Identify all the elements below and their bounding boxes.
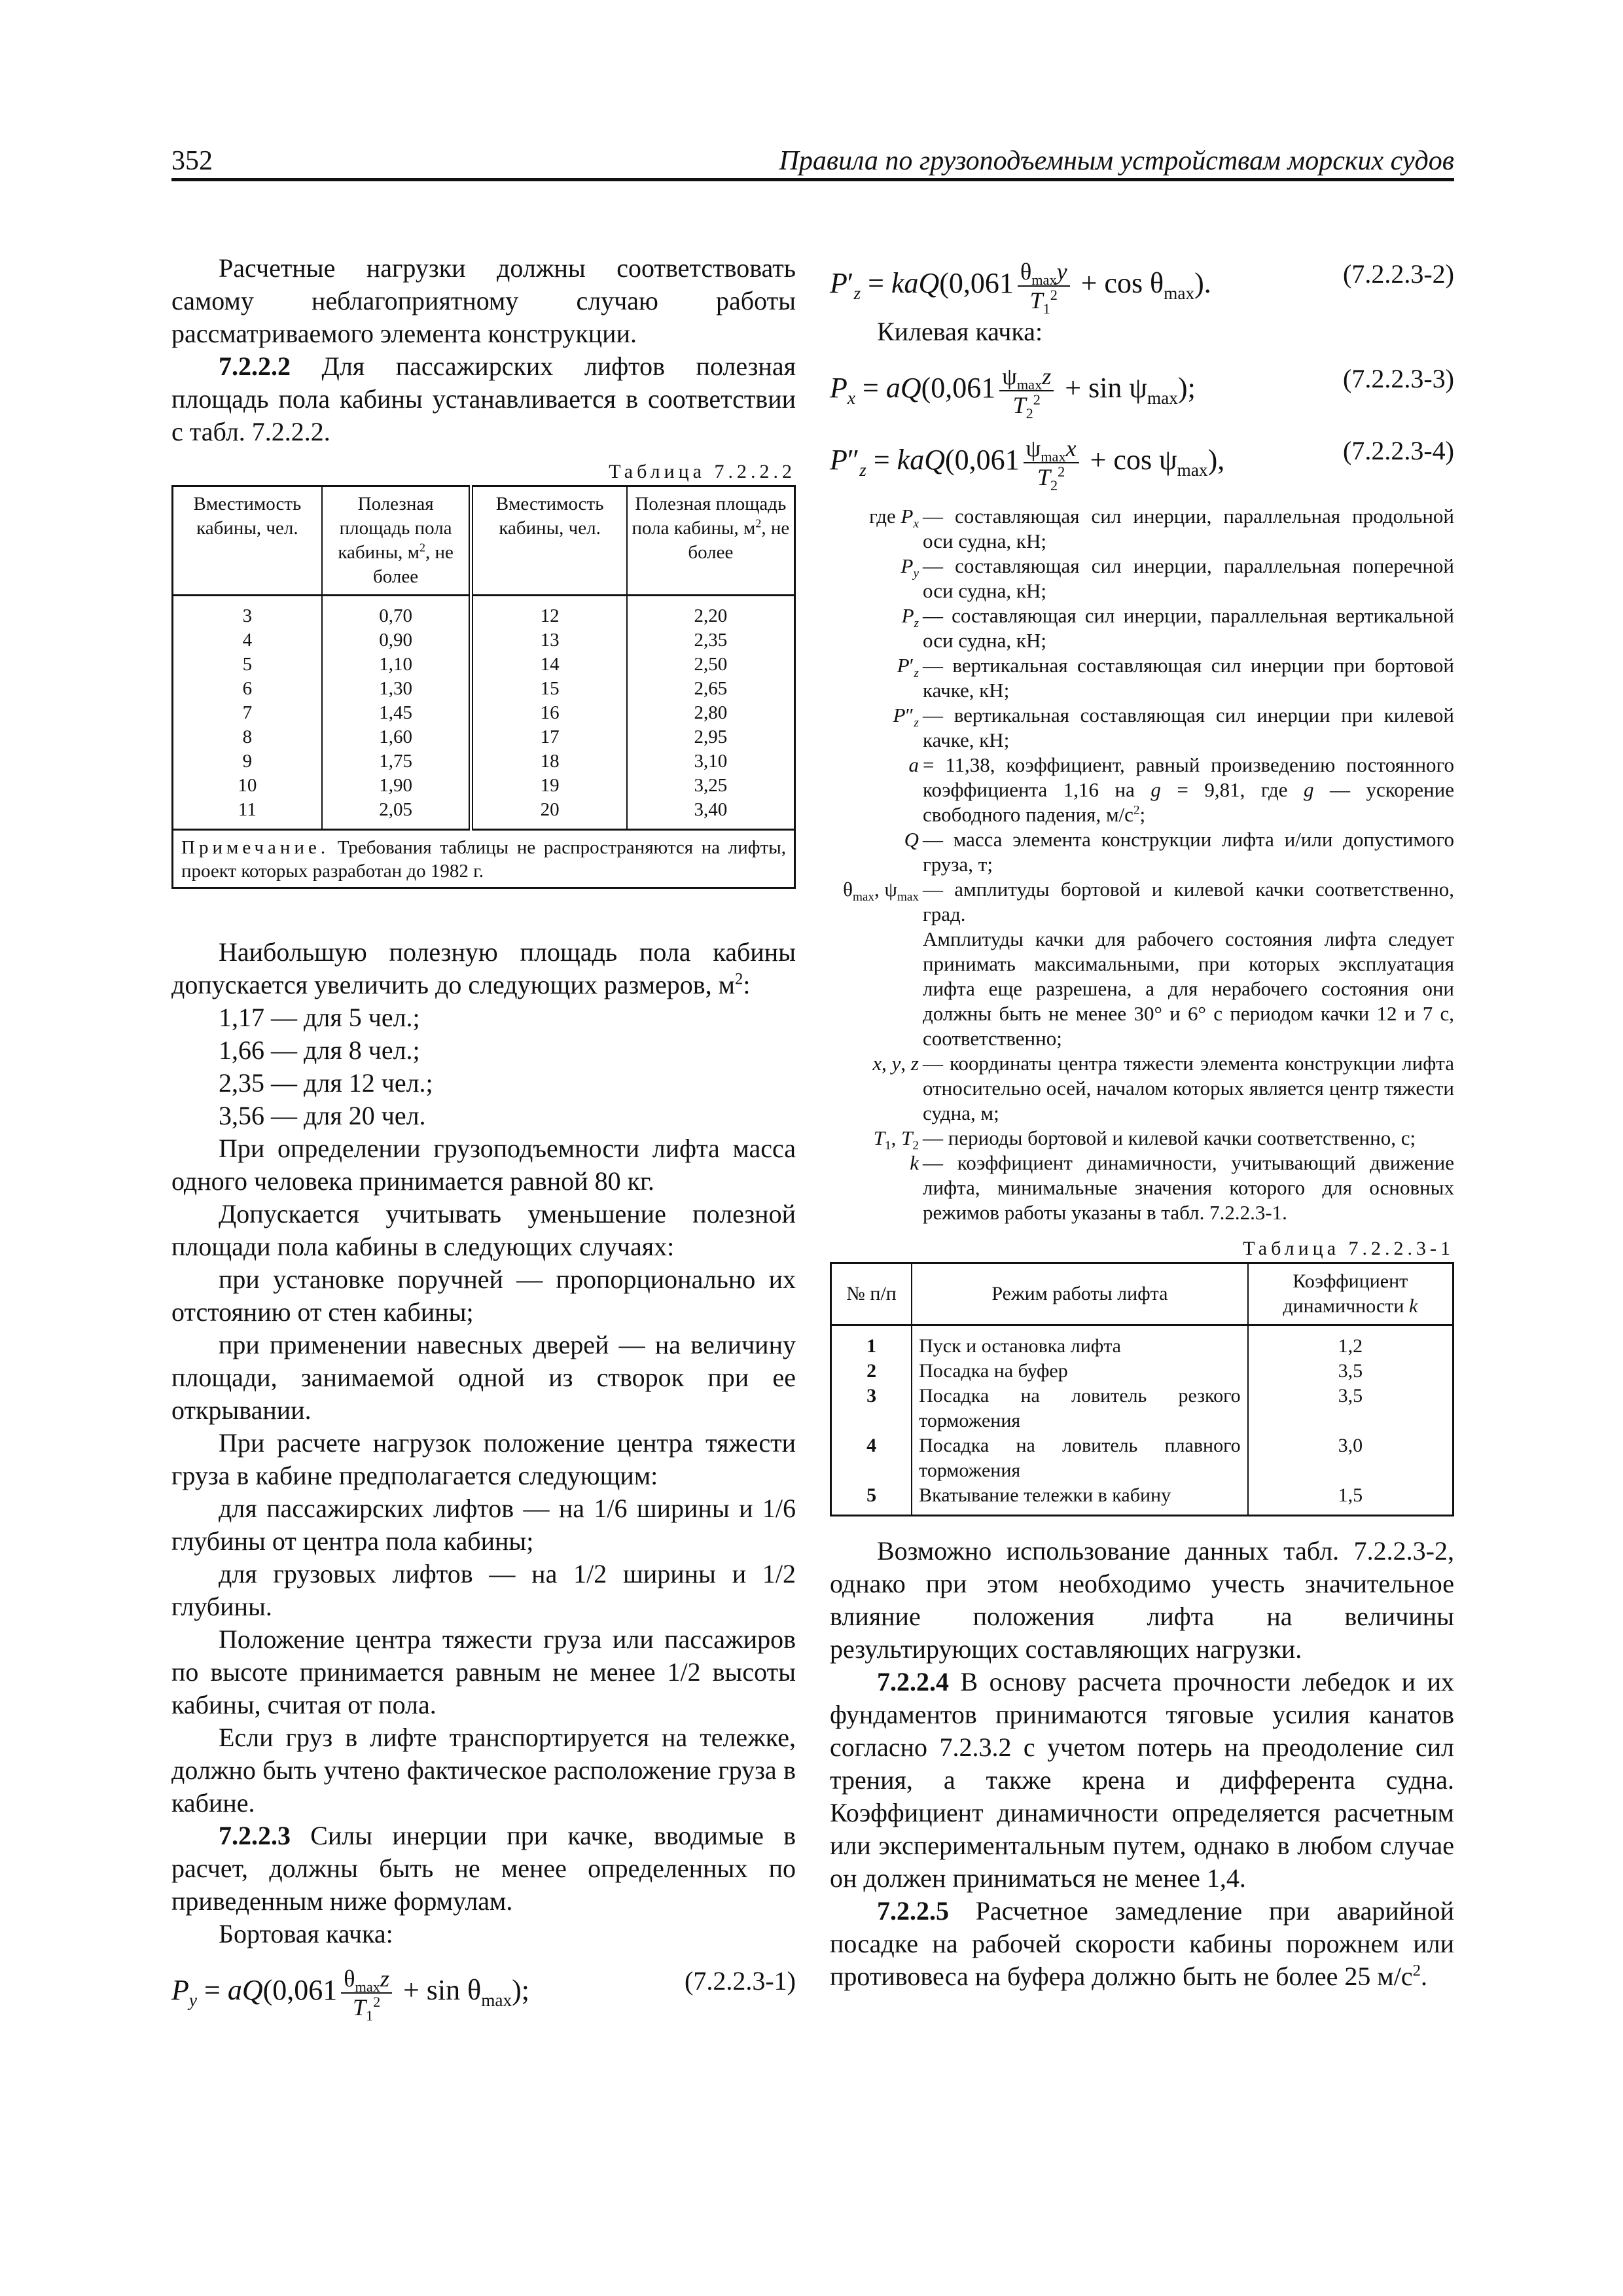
table-cell: 10 [238,775,257,796]
table-cell: 9 [242,751,253,772]
table-row [831,1384,1454,1433]
table-cell: 1,75 [322,749,471,774]
table-row [831,1325,1454,1359]
table-row [173,798,795,830]
section-7-2-2-3 [171,1820,796,1918]
formula-body: $P'_z = kaQ(0,061$ $\frac{\theta_{max}y}{T_1^2}$ + $\cos \theta_{max}$). [830,259,1211,317]
definition-px: где $P_x$ — составляющая сил инерции, параллельная продольной оси судна, кН; [869,505,1454,552]
formula-body: $P_x = aQ(0,061$ $\frac{\psi_{max}z}{T_2^2}$ + $\sin \psi_{max}$); [830,363,1196,422]
section-number: 7.2.2.5 [877,1896,949,1926]
table-cell: 17 [471,725,627,749]
table-cell: 4 [242,630,253,651]
page-number: 352 [171,146,213,176]
table-cell: 2,05 [322,798,471,830]
table-cell: 3,25 [627,774,795,798]
table-cell: 3 [866,1385,877,1407]
table-cell: 14 [471,653,627,677]
header-rule [171,178,1454,181]
table-cell: 20 [471,798,627,830]
table-cell: 1,60 [322,725,471,749]
table-row [173,677,795,701]
definition-theta-psi: $\theta_{max}$, $\psi_{max}$ — амплитуды бортовой и килевой качки соответственно, град. [843,878,1454,925]
table-body [831,1325,1454,1516]
table-cell: 3,40 [627,798,795,830]
table-cell: 1,2 [1248,1325,1454,1359]
table-cell: 2 [866,1360,877,1382]
definition-pz-double-prime: $P''_z$ — вертикальная составляющая сил инерции при килевой качке, кН; [893,704,1454,751]
header-mode: Режим работы лифта [912,1263,1248,1325]
formula-body: $P''_z = kaQ(0,061$ $\frac{\psi_{max}x}{T_2^2}$ + $\cos \psi_{max}$), [830,435,1225,494]
section-7-2-2-4 [830,1666,1454,1895]
table-row [831,1359,1454,1384]
paragraph: Наибольшую полезную площадь пола кабины допускается увеличить до следующих размеров, $м^2$: [171,937,796,999]
table-cell: 12 [471,596,627,629]
header-capacity: Вместимость кабины, чел. [173,486,322,596]
roll-label: Бортовая качка: [219,1919,393,1948]
table-row [173,628,795,653]
formula-number: (7.2.2.3-1) [685,1966,796,1996]
formula-number: (7.2.2.3-4) [1343,436,1454,465]
definition-a: a = 11,38, коэффициент, равный произведению постоянного коэффициента 1,16 на g = 9,81, где g — ускорение свободного падения, $м/с^2$; [908,753,1454,826]
section-7-2-2-5: 7.2.2.5 Расчетное замедление при аварийной посадке на рабочей скорости кабины порожнем или противовеса на буфера должно быть не более 25 $м/с^2$. [830,1896,1454,1991]
table-cell: 5 [242,654,253,675]
paragraph: Допускается учитывать уменьшение полезной площади пола кабины в следующих случаях: [171,1199,796,1261]
table-cell: 13 [471,628,627,653]
formula-number: (7.2.2.3-3) [1343,364,1454,393]
formula-7-2-2-3-1 [171,1950,796,2022]
table-row [173,774,795,798]
definition-k: k — коэффициент динамичности, учитывающий движение лифта, минимальные значения которого для основных режимов работы указаны в табл. 7.2.2.3-1. [910,1151,1454,1224]
table-row [173,725,795,749]
table-cell: 3,10 [627,749,795,774]
table-cell: 3,5 [1248,1384,1454,1433]
section-number: 7.2.2.4 [877,1667,949,1696]
header-capacity-2: Вместимость кабины, чел. [471,486,627,596]
table-cell: 1,10 [322,653,471,677]
section-text: В основу расчета прочности лебедок и их фундаментов принимаются тяговые усилия канатов согласно 7.2.3.2 с учетом потерь на преодоление сил трения, а также крена и дифферента судна. Коэффициент динамичности определяется расчетным или экспериментальным путем, однако в любом случае он должен приниматься не менее 1,4. [830,1667,1454,1893]
table-cell: 2,35 [627,628,795,653]
definition-pz: $P_z$ — составляющая сил инерции, параллельная вертикальной оси судна, кН; [901,604,1454,652]
formula-number: (7.2.2.3-2) [1343,259,1454,289]
table-cell: 16 [471,701,627,725]
table-cell: 3 [242,605,253,626]
list-item: 2,35 — для 12 чел.; [219,1068,433,1098]
formula-7-2-2-3-2 [830,243,1454,315]
list-item: 1,17 — для 5 чел.; [219,1003,420,1032]
table-cell: Посадка на ловитель плавного торможения [912,1433,1248,1483]
list-item: 3,56 — для 20 чел. [219,1101,426,1130]
table-cell: Посадка на буфер [912,1359,1248,1384]
page-header [171,145,1454,182]
section-text: Для пассажирских лифтов полезная площадь пола кабины устанавливается в соответствии с табл. 7.2.2.2. [171,351,796,446]
paragraph: Положение центра тяжести груза или пассажиров по высоте принимается равным не менее 1/2 высоты кабины, считая от пола. [171,1624,796,1719]
table-cell: Посадка на ловитель резкого торможения [912,1384,1248,1433]
table-row [173,596,795,629]
table-cell: Пуск и остановка лифта [912,1325,1248,1359]
table-cell: 1,5 [1248,1483,1454,1516]
dynamic-coefficient-table [830,1262,1454,1516]
table-cell: 1,45 [322,701,471,725]
definition-py: $P_y$ — составляющая сил инерции, параллельная поперечной оси судна, кН; [901,554,1454,602]
table-cell: 1 [866,1335,877,1357]
definition-q: Q — масса элемента конструкции лифта и/или допустимого груза, т; [904,828,1454,876]
paragraph: при установке поручней — пропорционально их отстоянию от стен кабины; [171,1265,796,1327]
table-cell: 7 [242,702,253,723]
paragraph: при применении навесных дверей — на величину площади, занимаемой одной из створок при ее открывании. [171,1330,796,1425]
table-row [831,1483,1454,1516]
formula-7-2-2-3-3 [830,348,1454,420]
pitch-label: Килевая качка: [877,317,1043,346]
section-number: 7.2.2.2 [219,351,291,381]
table-body [173,596,795,830]
cabin-area-table [171,485,796,889]
right-column [830,243,1454,1993]
definition-xyz: x, y, z — координаты центра тяжести элемента конструкции лифта относительно осей, началом которых является центр тяжести судна, м; [872,1052,1454,1124]
paragraph: Расчетные нагрузки должны соответствовать самому неблагоприятному случаю работы рассматриваемого элемента конструкции. [171,253,796,348]
table-cell: 4 [866,1435,877,1456]
left-column [171,252,796,2022]
table-caption: Таблица 7.2.2.3-1 [1243,1238,1454,1259]
table-cell: 2,95 [627,725,795,749]
table-cell: 6 [242,678,253,699]
paragraph: При расчете нагрузок положение центра тяжести груза в кабине предполагается следующим: [171,1428,796,1490]
table-row [831,1433,1454,1483]
table-cell: 0,90 [322,628,471,653]
formula-7-2-2-3-4 [830,420,1454,492]
formula-body: $P_y = aQ(0,061$ $\frac{\theta_{max}z}{T_1^2}$ + $\sin \theta_{max}$); [171,1965,530,2024]
table-cell: 2,50 [627,653,795,677]
table-note: Примечание. Требования таблицы не распространяются на лифты, проект которых разработан до 1982 г. [173,830,795,888]
paragraph: Если груз в лифте транспортируется на тележке, должно быть учтено фактическое расположение груза в кабине. [171,1723,796,1818]
table-cell: 2,65 [627,677,795,701]
table-header-row [831,1263,1454,1325]
table-note-row [173,830,795,888]
table-cell: 5 [866,1484,877,1506]
running-title: Правила по грузоподъемным устройствам морских судов [779,146,1454,176]
header-number: № п/п [831,1263,912,1325]
paragraph: При определении грузоподъемности лифта масса одного человека принимается равной 80 кг. [171,1134,796,1196]
definitions-list [830,504,1454,1225]
table-cell: 11 [238,799,257,820]
table-cell: 1,90 [322,774,471,798]
table-cell: 18 [471,749,627,774]
definition-amplitude-note: Амплитуды качки для рабочего состояния лифта следует принимать максимальными, при которых эксплуатация лифта еще разрешена, а для нерабочего состояния они должны быть не менее 30° и 6° с периодом качки 12 и 7 с, соответственно; [923,927,1454,1050]
section-number: 7.2.2.3 [219,1821,291,1850]
list-item: 1,66 — для 8 чел.; [219,1035,420,1065]
table-cell: 0,70 [322,596,471,629]
table-cell: 1,30 [322,677,471,701]
section-text: Силы инерции при качке, вводимые в расчет, должны быть не менее определенных по приведенным ниже формулам. [171,1821,796,1916]
table-cell: 2,20 [627,596,795,629]
table-cell: 2,80 [627,701,795,725]
table-cell: 15 [471,677,627,701]
section-text: Расчетное замедление при аварийной посадке на рабочей скорости кабины порожнем или противовеса на буфера должно быть не более 25 м/с [830,1896,1454,1991]
paragraph: для грузовых лифтов — на 1/2 ширины и 1/2 глубины. [171,1559,796,1621]
paragraph: Возможно использование данных табл. 7.2.2.3-2, однако при этом необходимо учесть значительное влияние положения лифта на величины результирующих составляющих нагрузки. [830,1536,1454,1664]
table-cell: 3,5 [1248,1359,1454,1384]
paragraph: для пассажирских лифтов — на 1/6 ширины и 1/6 глубины от центра пола кабины; [171,1494,796,1556]
table-row [173,653,795,677]
table-caption: Таблица 7.2.2.2 [609,461,796,482]
table-row [173,749,795,774]
table-cell: Вкатывание тележки в кабину [912,1483,1248,1516]
section-7-2-2-2 [171,350,796,448]
header-coefficient: Коэффициент динамичности k [1248,1263,1454,1325]
table-cell: 3,0 [1248,1433,1454,1483]
definition-t: $T_1$, $T_2$ — периоды бортовой и килевой качки соответственно, с; [873,1126,1416,1153]
table-row [173,701,795,725]
table-cell: 8 [242,726,253,747]
header-area: Полезная площадь пола кабины, $м^2$, не более [322,486,471,596]
definition-pz-prime: $P'_z$ — вертикальная составляющая сил инерции при бортовой качке, кН; [897,654,1454,702]
header-area-2: Полезная площадь пола кабины, $м^2$, не более [627,486,795,596]
table-header-row [173,486,795,596]
table-cell: 19 [471,774,627,798]
